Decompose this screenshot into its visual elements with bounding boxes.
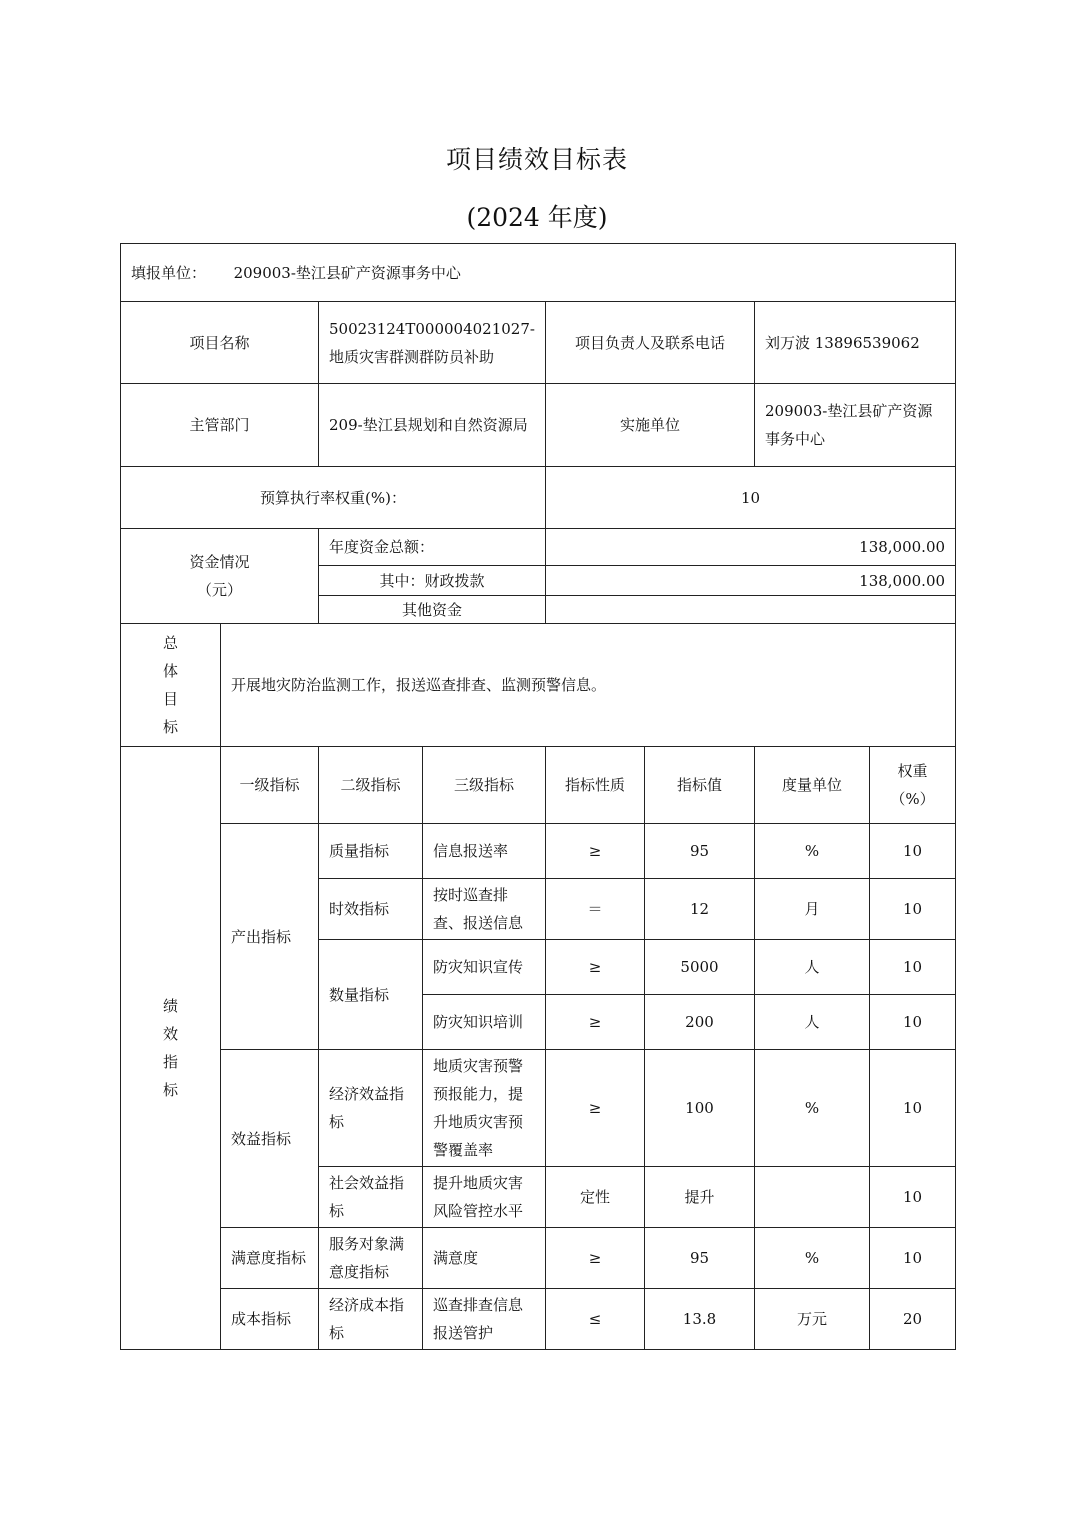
unit-cell: 人 [755, 995, 870, 1050]
unit-value: 209003-垫江县矿产资源事务中心 [233, 263, 461, 282]
weight-cell: 10 [870, 1050, 956, 1167]
nature-cell: ≥ [546, 824, 645, 879]
value-cell: 13.8 [645, 1289, 755, 1350]
funds-label-line2: （元） [196, 581, 242, 599]
value-cell: 12 [645, 879, 755, 940]
level1-output: 产出指标 [221, 824, 319, 1050]
level3-cell: 地质灾害预警预报能力，提升地质灾害预警覆盖率 [423, 1050, 546, 1167]
budget-weight-row [121, 467, 956, 529]
page-subtitle: (2024 年度) [466, 203, 608, 232]
weight-cell: 10 [870, 1167, 956, 1228]
level1-satisfaction: 满意度指标 [221, 1228, 319, 1289]
funds-fiscal-label: 其中：财政拨款 [319, 566, 546, 596]
goal-label-char: 标 [162, 718, 178, 736]
unit-cell: 人 [755, 940, 870, 995]
unit-cell: 月 [755, 879, 870, 940]
goal-label [121, 624, 221, 747]
indicator-header-row [121, 747, 956, 824]
nature-cell: 定性 [546, 1167, 645, 1228]
value-cell: 5000 [645, 940, 755, 995]
weight-cell: 10 [870, 995, 956, 1050]
header-weight: 权重（%） [870, 747, 956, 824]
unit-cell [121, 244, 956, 302]
weight-cell: 10 [870, 824, 956, 879]
nature-cell: ≥ [546, 1050, 645, 1167]
indicator-label-char: 绩 [162, 997, 178, 1015]
indicator-section-label [121, 747, 221, 1350]
indicator-label-char: 指 [162, 1053, 178, 1071]
goal-label-char: 体 [162, 662, 178, 680]
value-cell: 95 [645, 1228, 755, 1289]
goal-label-char: 目 [162, 690, 178, 708]
budget-weight-label: 预算执行率权重(%)： [121, 467, 546, 529]
value-cell: 提升 [645, 1167, 755, 1228]
level1-cost: 成本指标 [221, 1289, 319, 1350]
dept-value: 209-垫江县规划和自然资源局 [319, 384, 546, 467]
level2-quantity: 数量指标 [319, 940, 423, 1050]
indicator-label-char: 效 [162, 1025, 178, 1043]
header-level2: 二级指标 [319, 747, 423, 824]
impl-label: 实施单位 [546, 384, 755, 467]
level2-economic-cost: 经济成本指标 [319, 1289, 423, 1350]
level3-cell: 巡查排查信息报送管护 [423, 1289, 546, 1350]
nature-cell: ≥ [546, 995, 645, 1050]
header-nature: 指标性质 [546, 747, 645, 824]
project-name-label: 项目名称 [121, 302, 319, 384]
funds-other-value [546, 596, 956, 624]
unit-cell: % [755, 824, 870, 879]
budget-weight-value: 10 [546, 467, 956, 529]
weight-cell: 20 [870, 1289, 956, 1350]
funds-other-label: 其他资金 [319, 596, 546, 624]
weight-cell: 10 [870, 879, 956, 940]
unit-cell [755, 1167, 870, 1228]
value-cell: 95 [645, 824, 755, 879]
page-title: 项目绩效目标表 [445, 145, 628, 174]
nature-cell: ≥ [546, 940, 645, 995]
weight-cell: 10 [870, 1228, 956, 1289]
level3-cell: 防灾知识培训 [423, 995, 546, 1050]
table-row [121, 1228, 956, 1289]
level2-social-benefit: 社会效益指标 [319, 1167, 423, 1228]
header-level1: 一级指标 [221, 747, 319, 824]
level3-cell: 满意度 [423, 1228, 546, 1289]
unit-cell: % [755, 1228, 870, 1289]
level3-cell: 按时巡查排查、报送信息 [423, 879, 546, 940]
funds-total-label: 年度资金总额： [319, 529, 546, 566]
dept-label: 主管部门 [121, 384, 319, 467]
value-cell: 100 [645, 1050, 755, 1167]
weight-cell: 10 [870, 940, 956, 995]
funds-label-line1: 资金情况 [189, 553, 250, 571]
project-name-row [121, 302, 956, 384]
funds-total-row [121, 529, 956, 566]
level2-quality: 质量指标 [319, 824, 423, 879]
project-contact-value: 刘万波 13896539062 [755, 302, 956, 384]
department-row [121, 384, 956, 467]
indicator-label-char: 标 [162, 1081, 178, 1099]
overall-goal-row [121, 624, 956, 747]
level3-cell: 信息报送率 [423, 824, 546, 879]
unit-label: 填报单位： [131, 263, 207, 282]
header-level3: 三级指标 [423, 747, 546, 824]
level2-timeliness: 时效指标 [319, 879, 423, 940]
funds-total-value: 138,000.00 [546, 529, 956, 566]
level2-economic-benefit: 经济效益指标 [319, 1050, 423, 1167]
level3-cell: 防灾知识宣传 [423, 940, 546, 995]
nature-cell: ≥ [546, 1228, 645, 1289]
nature-cell: ≤ [546, 1289, 645, 1350]
impl-value: 209003-垫江县矿产资源事务中心 [755, 384, 956, 467]
level3-cell: 提升地质灾害风险管控水平 [423, 1167, 546, 1228]
table-row [121, 1289, 956, 1350]
performance-target-table [120, 243, 956, 1350]
funds-fiscal-value: 138,000.00 [546, 566, 956, 596]
unit-cell: % [755, 1050, 870, 1167]
header-unit: 度量单位 [755, 747, 870, 824]
goal-text: 开展地灾防治监测工作，报送巡查排查、监测预警信息。 [221, 624, 956, 747]
level2-service-satisfaction: 服务对象满意度指标 [319, 1228, 423, 1289]
unit-row [121, 244, 956, 302]
level1-benefit: 效益指标 [221, 1050, 319, 1228]
funds-label [121, 529, 319, 624]
unit-cell: 万元 [755, 1289, 870, 1350]
project-name-value: 50023124T000004021027-地质灾害群测群防员补助 [319, 302, 546, 384]
table-row [121, 1050, 956, 1167]
project-contact-label: 项目负责人及联系电话 [546, 302, 755, 384]
value-cell: 200 [645, 995, 755, 1050]
header-value: 指标值 [645, 747, 755, 824]
nature-cell: ＝ [546, 879, 645, 940]
goal-label-char: 总 [162, 634, 178, 652]
table-row [121, 824, 956, 879]
